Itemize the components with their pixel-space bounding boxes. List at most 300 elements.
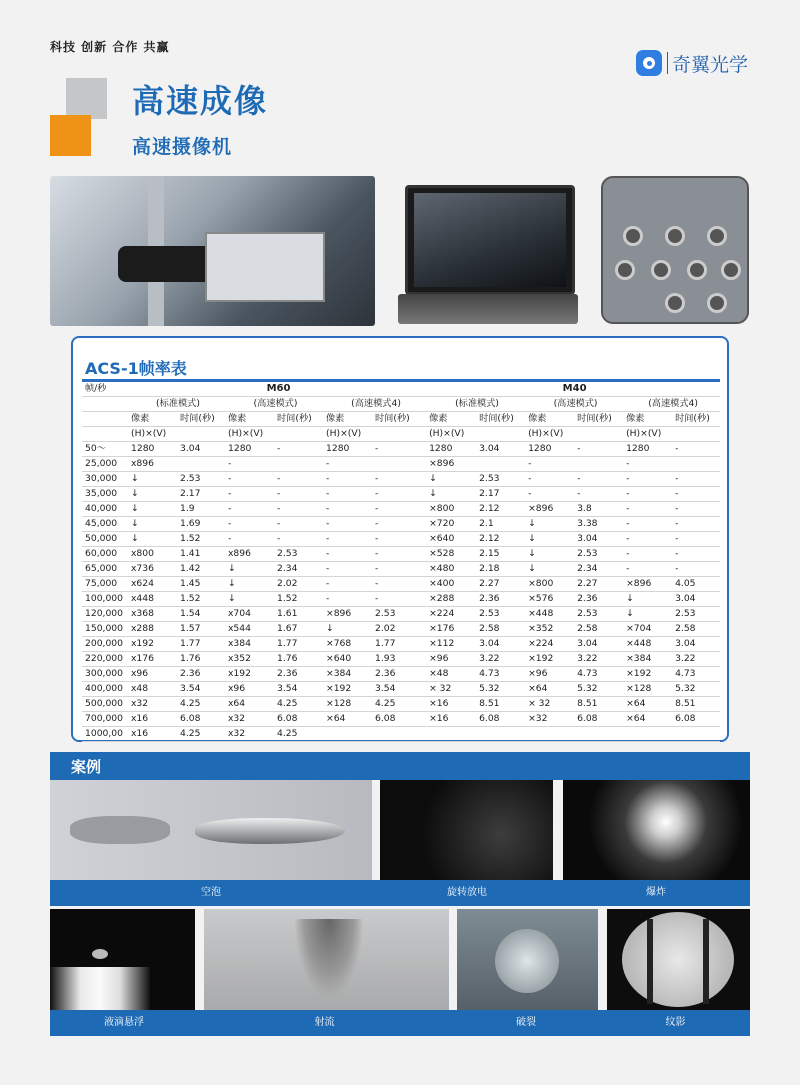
table-cell: ×64 (525, 682, 574, 697)
table-cell: 2.36 (574, 592, 623, 607)
table-cell: x352 (225, 652, 274, 667)
table-row (82, 457, 720, 472)
table-cell: 4.25 (177, 697, 225, 712)
fps-cell: 50,000 (82, 532, 128, 547)
table-cell: ↓ (128, 517, 177, 532)
table-cell: 1.9 (177, 502, 225, 517)
col-pixel: 像素 (426, 412, 476, 427)
table-cell: 2.02 (372, 622, 426, 637)
table-cell: ×896 (323, 607, 372, 622)
table-row (82, 517, 720, 532)
table-cell: - (323, 532, 372, 547)
table-cell: 8.51 (574, 697, 623, 712)
fps-cell: 700,000 (82, 712, 128, 727)
monitor-stand (398, 294, 578, 324)
table-cell: ↓ (225, 577, 274, 592)
table-cell: 1280 (323, 442, 372, 457)
table-cell: ×896 (525, 502, 574, 517)
table-cell: - (274, 532, 323, 547)
fps-cell: 220,000 (82, 652, 128, 667)
table-cell: 3.04 (574, 637, 623, 652)
table-cell: 1.52 (177, 532, 225, 547)
table-cell: 2.36 (476, 592, 525, 607)
table-cell: ↓ (128, 532, 177, 547)
table-cell: - (623, 517, 672, 532)
table-row (82, 532, 720, 547)
table-cell: 2.36 (274, 667, 323, 682)
table-cell: 8.51 (672, 697, 720, 712)
table-cell: ×896 (426, 457, 476, 472)
table-cell: 1.67 (274, 622, 323, 637)
table-cell: 3.8 (574, 502, 623, 517)
table-cell (574, 457, 623, 472)
table-row (82, 472, 720, 487)
table-row (82, 577, 720, 592)
table-cell: 1.69 (177, 517, 225, 532)
table-cell: 4.73 (672, 667, 720, 682)
table-cell (372, 457, 426, 472)
table-cell: - (623, 562, 672, 577)
table-cell: 2.53 (574, 607, 623, 622)
table-cell: - (323, 577, 372, 592)
lab-camera-photo (50, 176, 375, 326)
table-cell: - (525, 487, 574, 502)
table-cell: - (274, 502, 323, 517)
table-cell: x192 (128, 637, 177, 652)
connector-panel-photo (601, 176, 749, 324)
col-time: 时间(秒) (372, 412, 426, 427)
table-cell: - (323, 517, 372, 532)
table-cell: ×352 (525, 622, 574, 637)
case-caption: 旋转放电 (372, 880, 562, 906)
fps-cell: 65,000 (82, 562, 128, 577)
fps-cell: 30,000 (82, 472, 128, 487)
table-cell: ×768 (323, 637, 372, 652)
frame-rate-table (82, 382, 720, 742)
table-cell: 6.08 (476, 712, 525, 727)
table-cell: ↓ (525, 562, 574, 577)
mode-label: (高速模式4) (323, 397, 426, 412)
table-cell: ×48 (426, 667, 476, 682)
case-image-schlieren (607, 909, 750, 1010)
col-pixel: 像素 (225, 412, 274, 427)
table-cell: 1.76 (274, 652, 323, 667)
table-cell: - (372, 562, 426, 577)
fps-cell: 500,000 (82, 697, 128, 712)
table-cell: - (672, 502, 720, 517)
table-cell: 2.34 (574, 562, 623, 577)
table-cell: - (372, 502, 426, 517)
table-cell: ×96 (525, 667, 574, 682)
case-caption: 液滴悬浮 (50, 1010, 198, 1036)
table-cell: x176 (128, 652, 177, 667)
page-subtitle: 高速摄像机 (132, 136, 233, 158)
table-cell: ×64 (623, 712, 672, 727)
table-cell: ↓ (128, 487, 177, 502)
table-cell (476, 457, 525, 472)
brand-logo-icon (636, 50, 662, 76)
table-cell: 1.54 (177, 607, 225, 622)
table-cell: ×448 (525, 607, 574, 622)
table-cell: ↓ (525, 547, 574, 562)
table-cell: - (372, 577, 426, 592)
table-row (82, 727, 720, 742)
table-cell: 2.58 (672, 622, 720, 637)
table-cell: 3.04 (177, 442, 225, 457)
table-cell: 4.73 (574, 667, 623, 682)
fps-cell: 120,000 (82, 607, 128, 622)
mode-label: (高速模式) (525, 397, 623, 412)
table-cell: 2.18 (476, 562, 525, 577)
table-cell: 8.51 (476, 697, 525, 712)
table-cell: 2.27 (476, 577, 525, 592)
table-cell: ×128 (623, 682, 672, 697)
table-cell: x32 (225, 712, 274, 727)
table-row (82, 502, 720, 517)
table-cell: 1.52 (274, 592, 323, 607)
col-time: 时间(秒) (672, 412, 720, 427)
table-cell: ×480 (426, 562, 476, 577)
table-cell: - (672, 547, 720, 562)
table-cell: 1.45 (177, 577, 225, 592)
mode-label: (标准模式) (128, 397, 225, 412)
table-cell: - (574, 487, 623, 502)
table-cell: - (623, 502, 672, 517)
fps-cell: 60,000 (82, 547, 128, 562)
table-cell: - (323, 562, 372, 577)
slogan: 科技 创新 合作 共赢 (50, 40, 170, 54)
fps-cell: 75,000 (82, 577, 128, 592)
table-cell: x32 (225, 727, 274, 742)
col-pixel-unit: (H)×(V) (623, 427, 672, 442)
table-cell: ↓ (225, 562, 274, 577)
table-cell: ×720 (426, 517, 476, 532)
table-cell: 4.25 (372, 697, 426, 712)
table-cell (177, 457, 225, 472)
table-cell: ↓ (426, 487, 476, 502)
table-cell: 1.41 (177, 547, 225, 562)
fps-cell: 400,000 (82, 682, 128, 697)
table-cell: x48 (128, 682, 177, 697)
table-row (82, 667, 720, 682)
table-cell: - (623, 457, 672, 472)
table-cell: 6.08 (177, 712, 225, 727)
table-cell: 3.04 (672, 592, 720, 607)
col-pixel-unit: (H)×(V) (525, 427, 574, 442)
table-cell (623, 727, 672, 742)
table-cell: 3.38 (574, 517, 623, 532)
table-cell: 2.36 (372, 667, 426, 682)
model-m60: M60 (128, 382, 426, 397)
table-cell: - (372, 592, 426, 607)
table-cell: ×96 (426, 652, 476, 667)
table-cell: 3.22 (672, 652, 720, 667)
table-row (82, 712, 720, 727)
table-cell: 2.53 (372, 607, 426, 622)
table-cell: 3.04 (476, 442, 525, 457)
fps-cell: 300,000 (82, 667, 128, 682)
col-time: 时间(秒) (177, 412, 225, 427)
col-pixel: 像素 (128, 412, 177, 427)
table-cell: ×400 (426, 577, 476, 592)
table-cell: 1.77 (372, 637, 426, 652)
col-pixel-unit: (H)×(V) (323, 427, 372, 442)
table-cell: 5.32 (672, 682, 720, 697)
table-cell: 5.32 (476, 682, 525, 697)
table-cell: - (372, 487, 426, 502)
table-cell: 6.08 (672, 712, 720, 727)
table-cell: - (323, 547, 372, 562)
table-cell: - (623, 547, 672, 562)
table-cell: ×224 (426, 607, 476, 622)
col-pixel-unit: (H)×(V) (128, 427, 177, 442)
case-caption: 爆炸 (562, 880, 750, 906)
table-cell: ×800 (426, 502, 476, 517)
fps-cell: 35,000 (82, 487, 128, 502)
frame-rate-table-panel (71, 336, 729, 742)
table-cell: - (323, 487, 372, 502)
table-row (82, 697, 720, 712)
table-cell: x96 (128, 667, 177, 682)
table-cell: - (672, 532, 720, 547)
table-cell: 2.02 (274, 577, 323, 592)
table-cell: - (372, 442, 426, 457)
col-pixel: 像素 (525, 412, 574, 427)
table-cell: 4.25 (274, 697, 323, 712)
table-cell: ×384 (323, 667, 372, 682)
table-cell: - (574, 442, 623, 457)
table-cell: ×16 (426, 697, 476, 712)
col-time: 时间(秒) (574, 412, 623, 427)
table-cell: - (372, 517, 426, 532)
table-row (82, 547, 720, 562)
table-row (82, 637, 720, 652)
table-cell: x16 (128, 727, 177, 742)
table-cell (274, 457, 323, 472)
page-title: 高速成像 (132, 82, 269, 120)
table-cell: ×448 (623, 637, 672, 652)
table-cell: - (225, 472, 274, 487)
case-caption: 射流 (198, 1010, 451, 1036)
table-cell: ×112 (426, 637, 476, 652)
table-cell: - (323, 472, 372, 487)
table-cell: - (672, 562, 720, 577)
table-cell: ×192 (323, 682, 372, 697)
table-cell: 4.73 (476, 667, 525, 682)
monitor-photo (405, 185, 575, 295)
table-cell: × 32 (525, 697, 574, 712)
table-cell: ×224 (525, 637, 574, 652)
table-row (82, 607, 720, 622)
table-cell: - (372, 532, 426, 547)
table-cell: - (225, 487, 274, 502)
table-cell: - (372, 547, 426, 562)
table-cell: 2.58 (574, 622, 623, 637)
table-cell: 1.52 (177, 592, 225, 607)
table-cell: ×192 (623, 667, 672, 682)
table-cell (672, 457, 720, 472)
table-cell: 2.12 (476, 502, 525, 517)
table-cell: - (323, 457, 372, 472)
table-cell: ×64 (323, 712, 372, 727)
table-cell: 2.12 (476, 532, 525, 547)
cases-header (50, 752, 750, 780)
table-cell (323, 727, 372, 742)
table-cell: - (225, 517, 274, 532)
table-cell: ×16 (426, 712, 476, 727)
fps-cell: 45,000 (82, 517, 128, 532)
table-cell: 1.61 (274, 607, 323, 622)
table-cell: x896 (225, 547, 274, 562)
table-cell: 1.93 (372, 652, 426, 667)
table-cell: 1.77 (274, 637, 323, 652)
case-caption: 破裂 (451, 1010, 601, 1036)
table-title: ACS-1帧率表 (85, 359, 187, 378)
table-cell: x368 (128, 607, 177, 622)
table-cell: 1.77 (177, 637, 225, 652)
table-cell: ×896 (623, 577, 672, 592)
table-cell: 6.08 (574, 712, 623, 727)
cases-title: 案例 (71, 758, 102, 776)
table-cell: 6.08 (372, 712, 426, 727)
table-cell: ×640 (323, 652, 372, 667)
table-cell: x288 (128, 622, 177, 637)
table-cell: - (525, 472, 574, 487)
table-cell: ↓ (323, 622, 372, 637)
table-cell: ↓ (225, 592, 274, 607)
table-cell: - (623, 487, 672, 502)
table-cell: x32 (128, 697, 177, 712)
table-cell: 2.53 (476, 472, 525, 487)
table-row (82, 562, 720, 577)
table-row (82, 592, 720, 607)
table-cell: x96 (225, 682, 274, 697)
table-cell: 4.05 (672, 577, 720, 592)
table-cell: 1280 (623, 442, 672, 457)
table-cell: 1280 (525, 442, 574, 457)
col-time: 时间(秒) (274, 412, 323, 427)
table-cell: 2.58 (476, 622, 525, 637)
table-cell: 2.53 (476, 607, 525, 622)
table-cell: 3.22 (476, 652, 525, 667)
table-cell: ↓ (128, 472, 177, 487)
case-image-droplet (50, 909, 195, 1010)
table-row (82, 622, 720, 637)
case-image-cavitation (50, 780, 372, 880)
table-cell: - (274, 442, 323, 457)
table-cell (476, 727, 525, 742)
col-pixel-unit: (H)×(V) (426, 427, 476, 442)
fps-cell: 1000,00 (82, 727, 128, 742)
table-cell: 3.54 (372, 682, 426, 697)
mode-label: (高速模式) (225, 397, 323, 412)
fps-cell: 40,000 (82, 502, 128, 517)
table-cell: - (672, 517, 720, 532)
table-cell: x192 (225, 667, 274, 682)
table-cell: - (672, 487, 720, 502)
table-cell: ×64 (623, 697, 672, 712)
brand-logo (636, 46, 756, 78)
table-cell (426, 727, 476, 742)
table-cell: 1280 (426, 442, 476, 457)
table-cell: 4.25 (177, 727, 225, 742)
table-cell: - (672, 442, 720, 457)
table-cell: x800 (128, 547, 177, 562)
table-cell: 3.54 (177, 682, 225, 697)
table-cell: x64 (225, 697, 274, 712)
table-cell: x16 (128, 712, 177, 727)
table-cell: 3.04 (476, 637, 525, 652)
table-cell: - (672, 472, 720, 487)
table-cell: ↓ (623, 592, 672, 607)
table-cell: ↓ (128, 502, 177, 517)
table-cell (574, 727, 623, 742)
decor-gray-square (66, 78, 107, 119)
table-cell: ×32 (525, 712, 574, 727)
table-cell: - (525, 457, 574, 472)
col-pixel: 像素 (323, 412, 372, 427)
table-cell: ×384 (623, 652, 672, 667)
table-cell: 2.1 (476, 517, 525, 532)
table-cell: - (323, 502, 372, 517)
table-row (82, 682, 720, 697)
table-row (82, 487, 720, 502)
model-m40: M40 (426, 382, 720, 397)
table-cell: ×800 (525, 577, 574, 592)
table-cell: ↓ (623, 607, 672, 622)
decor-orange-square (50, 115, 91, 156)
table-cell: 4.25 (274, 727, 323, 742)
case-caption: 空泡 (50, 880, 372, 906)
table-cell: 2.17 (177, 487, 225, 502)
table-cell: 6.08 (274, 712, 323, 727)
table-cell (372, 727, 426, 742)
table-cell: x384 (225, 637, 274, 652)
table-cell: ×640 (426, 532, 476, 547)
col-time: 时间(秒) (476, 412, 525, 427)
table-cell: - (274, 517, 323, 532)
table-cell: 5.32 (574, 682, 623, 697)
table-cell: - (623, 472, 672, 487)
table-cell: ×192 (525, 652, 574, 667)
table-cell: ×576 (525, 592, 574, 607)
table-cell: x544 (225, 622, 274, 637)
table-cell: 2.34 (274, 562, 323, 577)
mode-label: (标准模式) (426, 397, 525, 412)
table-row (82, 652, 720, 667)
case-image-rupture (457, 909, 598, 1010)
fps-cell: 100,000 (82, 592, 128, 607)
table-cell: - (225, 502, 274, 517)
table-cell: 1280 (128, 442, 177, 457)
table-cell (525, 727, 574, 742)
table-cell: 1.57 (177, 622, 225, 637)
table-cell: ×704 (623, 622, 672, 637)
col-pixel-unit: (H)×(V) (225, 427, 274, 442)
table-cell (672, 727, 720, 742)
table-cell: 2.53 (177, 472, 225, 487)
table-cell: 2.15 (476, 547, 525, 562)
table-cell: ↓ (525, 517, 574, 532)
table-cell: - (372, 472, 426, 487)
table-cell: - (274, 487, 323, 502)
table-cell: - (574, 472, 623, 487)
fps-cell: 150,000 (82, 622, 128, 637)
table-cell: 2.27 (574, 577, 623, 592)
table-cell: × 32 (426, 682, 476, 697)
table-cell: - (225, 532, 274, 547)
table-cell: 2.53 (672, 607, 720, 622)
